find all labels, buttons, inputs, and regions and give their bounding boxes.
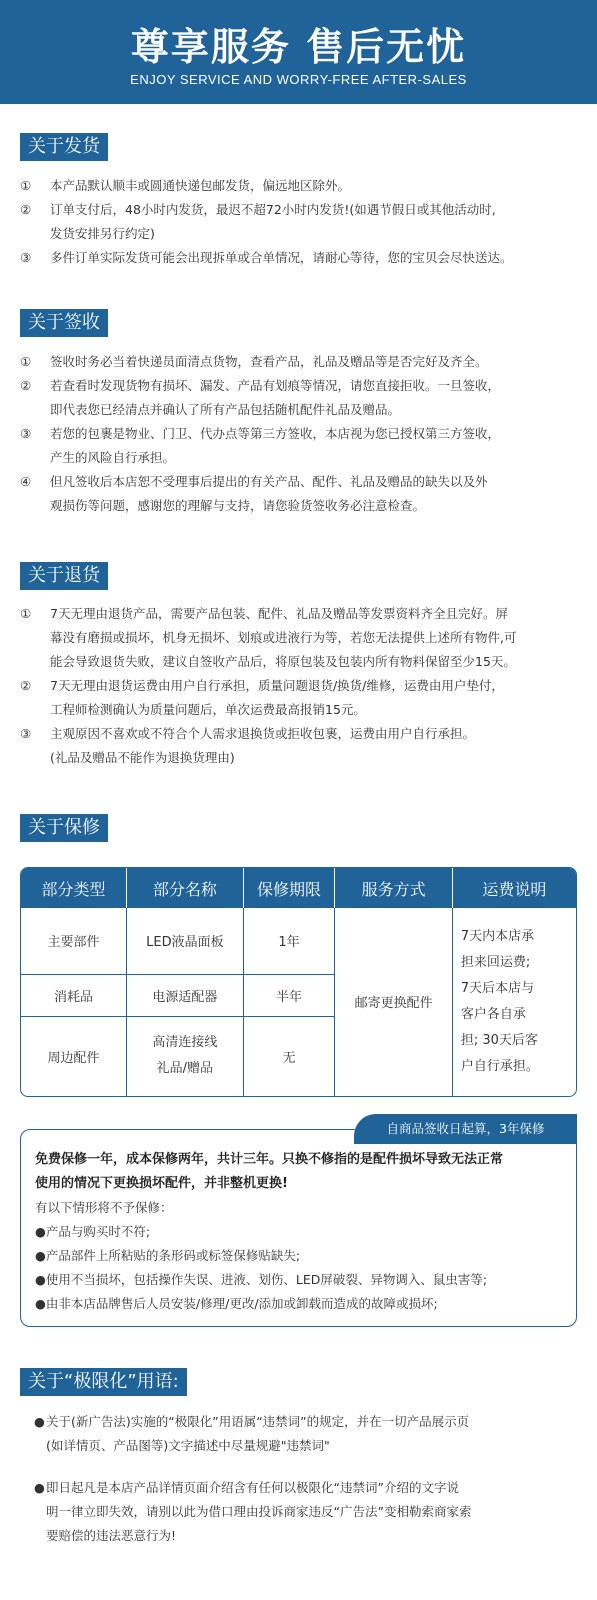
list-item bbox=[20, 350, 580, 374]
column-header: 部分名称 bbox=[127, 868, 244, 908]
cell-part-type: 周边配件 bbox=[21, 1016, 127, 1096]
bullet-icon: ● bbox=[35, 1224, 46, 1239]
column-header: 服务方式 bbox=[335, 868, 453, 908]
list-item bbox=[34, 1410, 574, 1458]
column-header: 保修期限 bbox=[243, 868, 335, 908]
item-number: ② bbox=[20, 678, 32, 693]
list-item bbox=[20, 674, 580, 722]
item-text: 7天无理由退货产品，需要产品包装、配件、礼品及赠品等发票资料齐全且完好。屏 bbox=[50, 606, 508, 621]
part-name-line: 电源适配器 bbox=[152, 989, 218, 1005]
table-header-row bbox=[21, 868, 576, 908]
list-item bbox=[20, 198, 580, 246]
fee-line: 7天内本店承 bbox=[460, 928, 535, 944]
item-text: 能会导致退货失败，建议自签收产品后，将原包装及包装内所有物料保留至少15天。 bbox=[50, 654, 516, 669]
returns-list bbox=[20, 602, 580, 770]
item-text: 若您的包裹是物业、门卫、代办点等第三方签收，本店视为您已授权第三方签收， bbox=[50, 426, 501, 441]
section-title-shipping: 关于发货 bbox=[20, 133, 108, 161]
list-item bbox=[20, 422, 580, 470]
warranty-table bbox=[20, 867, 577, 1097]
item-text: 即代表您已经清点并确认了所有产品包括随机配件礼品及赠品。 bbox=[50, 402, 401, 417]
part-name-line: 礼品/赠品 bbox=[156, 1061, 214, 1077]
note-item: ●由非本店品牌售后人员安装/修理/更改/添加或卸载而造成的故障或损坏; bbox=[35, 1296, 438, 1311]
item-text: 明一律立即失效，请别以此为借口理由投诉商家违反“广告法”变相勒索商家索 bbox=[46, 1504, 472, 1519]
cell-service: 邮寄更换配件 bbox=[335, 908, 453, 1096]
list-item bbox=[20, 174, 580, 198]
bullet-icon: ● bbox=[35, 1272, 46, 1287]
cell-part-type: 消耗品 bbox=[21, 974, 127, 1016]
part-name-line: 高清连接线 bbox=[152, 1035, 218, 1051]
cell-period: 半年 bbox=[243, 974, 335, 1016]
fee-line: 担; 30天后客 bbox=[460, 1032, 538, 1048]
table-row bbox=[21, 908, 576, 974]
item-number: ③ bbox=[20, 726, 32, 741]
section-title-returns: 关于退货 bbox=[20, 562, 108, 590]
fee-line: 客户各自承 bbox=[460, 1006, 526, 1022]
note-intro: 有以下情形将不予保修： bbox=[35, 1200, 173, 1215]
list-item bbox=[20, 470, 580, 518]
section-title-terms: 关于“极限化”用语: bbox=[20, 1368, 187, 1396]
fee-line: 户自行承担。 bbox=[460, 1058, 539, 1074]
note-item: ●使用不当损坏，包括操作失误、进液、划伤、LED屏破裂、异物调入、鼠虫害等; bbox=[35, 1272, 488, 1287]
item-number: ② bbox=[20, 202, 32, 217]
item-number: ① bbox=[20, 354, 32, 369]
item-text: 产生的风险自行承担。 bbox=[50, 450, 176, 465]
section-title-signing: 关于签收 bbox=[20, 309, 108, 337]
item-number: ④ bbox=[20, 474, 32, 489]
item-text: 但凡签收后本店恕不受理事后提出的有关产品、配件、礼品及赠品的缺失以及外 bbox=[50, 474, 488, 489]
warranty-period-badge: 自商品签收日起算，3年保修 bbox=[354, 1114, 577, 1144]
note-bold-line: 使用的情况下更换损坏配件，并非整机更换! bbox=[35, 1176, 288, 1191]
list-item bbox=[34, 1476, 574, 1548]
item-text: 7天无理由退货运费由用户自行承担，质量问题退货/换货/维修，运费由用户垫付， bbox=[50, 678, 504, 693]
item-text: 主观原因不喜欢或不符合个人需求退换货或拒收包裹，运费由用户自行承担。 bbox=[50, 726, 476, 741]
item-text: 关于(新广告法)实施的“极限化”用语属“违禁词”的规定，并在一切产品展示页 bbox=[46, 1414, 470, 1429]
cell-period: 无 bbox=[243, 1016, 335, 1096]
item-number: ① bbox=[20, 178, 32, 193]
column-header: 部分类型 bbox=[21, 868, 127, 908]
cell-part-type: 主要部件 bbox=[21, 908, 127, 974]
cell-part-name bbox=[127, 974, 244, 1016]
item-text: 即日起凡是本店产品详情页面介绍含有任何以极限化“违禁词”介绍的文字说 bbox=[46, 1480, 459, 1495]
item-number: ③ bbox=[20, 250, 32, 265]
note-item: ●产品与购买时不符; bbox=[35, 1224, 151, 1239]
item-text: 本产品默认顺丰或圆通快递包邮发货，偏远地区除外。 bbox=[50, 178, 351, 193]
column-header: 运费说明 bbox=[452, 868, 576, 908]
page-title: 尊享服务 售后无忧 bbox=[130, 25, 467, 69]
item-number: ② bbox=[20, 378, 32, 393]
item-text: 观损伤等问题，感谢您的理解与支持，请您验货签收务必注意检查。 bbox=[50, 498, 426, 513]
part-name-line: LED液晶面板 bbox=[146, 935, 224, 951]
list-item bbox=[20, 722, 580, 746]
note-bold-line: 免费保修一年，成本保修两年，共计三年。只换不修指的是配件损坏导致无法正常 bbox=[35, 1152, 504, 1167]
item-text: 要赔偿的违法恶意行为! bbox=[46, 1528, 177, 1543]
page-header bbox=[0, 0, 597, 104]
item-number: ① bbox=[20, 606, 32, 621]
returns-note: (礼品及赠品不能作为退换货理由) bbox=[50, 750, 235, 765]
item-text: 幕没有磨损或损坏，机身无损坏、划痕或进液行为等，若您无法提供上述所有物件,可 bbox=[50, 630, 517, 645]
warranty-note-box bbox=[20, 1129, 577, 1327]
list-item bbox=[20, 602, 580, 674]
cell-period: 1年 bbox=[243, 908, 335, 974]
item-text: 多件订单实际发货可能会出现拆单或合单情况，请耐心等待，您的宝贝会尽快送达。 bbox=[50, 250, 513, 265]
item-text: 若查看时发现货物有损坏、漏发、产品有划痕等情况，请您直接拒收。一旦签收， bbox=[50, 378, 501, 393]
item-number: ③ bbox=[20, 426, 32, 441]
fee-line: 担来回运费; bbox=[460, 954, 531, 970]
bullet-icon: ● bbox=[34, 1480, 45, 1495]
section-title-warranty: 关于保修 bbox=[20, 814, 108, 842]
item-text: 发货安排另行约定) bbox=[50, 226, 155, 241]
item-text: (如详情页、产品图等)文字描述中尽量规避"违禁词" bbox=[46, 1438, 330, 1453]
signing-list bbox=[20, 350, 580, 518]
bullet-icon: ● bbox=[34, 1414, 45, 1429]
page-subtitle: ENJOY SERVICE AND WORRY-FREE AFTER-SALES bbox=[130, 72, 467, 87]
fee-line: 7天后本店与 bbox=[460, 980, 535, 996]
item-text: 订单支付后，48小时内发货，最迟不超72小时内发货!(如遇节假日或其他活动时, bbox=[50, 202, 496, 217]
cell-part-name bbox=[127, 1016, 244, 1096]
terms-list bbox=[34, 1410, 574, 1548]
cell-fee bbox=[452, 908, 576, 1096]
shipping-list bbox=[20, 174, 580, 270]
item-text: 签收时务必当着快递员面清点货物，查看产品，礼品及赠品等是否完好及齐全。 bbox=[50, 354, 488, 369]
cell-part-name bbox=[127, 908, 244, 974]
note-item: ●产品部件上所粘贴的条形码或标签保修贴缺失; bbox=[35, 1248, 301, 1263]
item-text: 工程师检测确认为质量问题后，单次运费最高报销15元。 bbox=[50, 702, 366, 717]
bullet-icon: ● bbox=[35, 1248, 46, 1263]
list-item bbox=[20, 246, 580, 270]
list-item bbox=[20, 374, 580, 422]
bullet-icon: ● bbox=[35, 1296, 46, 1311]
